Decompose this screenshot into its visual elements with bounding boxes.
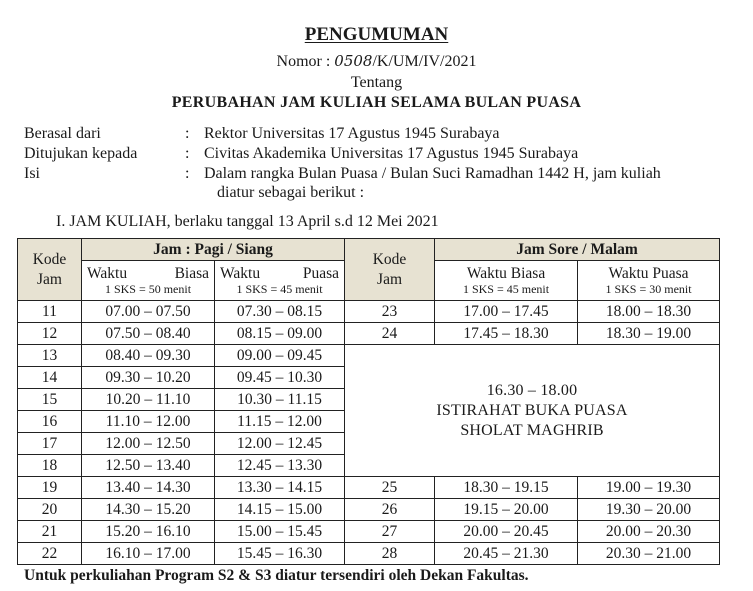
cell-biasa: 10.20 – 11.10 <box>82 389 215 411</box>
cell-puasa-sore: 19.30 – 20.00 <box>578 499 720 521</box>
break-notice <box>345 345 720 477</box>
header-kode-jam: Kode Jam <box>18 239 82 301</box>
cell-biasa: 11.10 – 12.00 <box>82 411 215 433</box>
cell-puasa-sore: 20.00 – 20.30 <box>578 521 720 543</box>
table-row <box>18 345 720 367</box>
cell-biasa: 07.00 – 07.50 <box>82 301 215 323</box>
meta-value-berasal: Rektor Universitas 17 Agustus 1945 Surabaya <box>204 125 500 142</box>
cell-biasa-sore: 20.45 – 21.30 <box>435 543 578 565</box>
cell-kode: 22 <box>18 543 82 565</box>
meta-colon-ditujukan: : <box>185 145 190 162</box>
cell-biasa-sore: 20.00 – 20.45 <box>435 521 578 543</box>
subheader-sore-puasa: Waktu Puasa 1 SKS = 30 menit <box>578 261 720 301</box>
subheader-pagi-puasa: Waktu Puasa 1 SKS = 45 menit <box>215 261 345 301</box>
document-subject: PERUBAHAN JAM KULIAH SELAMA BULAN PUASA <box>171 94 582 111</box>
meta-label-ditujukan: Ditujukan kepada <box>24 145 138 162</box>
cell-kode: 19 <box>18 477 82 499</box>
nomor-prefix: Nomor : <box>276 53 331 70</box>
section-heading: I. JAM KULIAH, berlaku tanggal 13 April s.d 12 Mei 2021 <box>56 213 439 230</box>
meta-label-isi: Isi <box>24 165 40 182</box>
cell-puasa-sore: 18.00 – 18.30 <box>578 301 720 323</box>
cell-puasa: 08.15 – 09.00 <box>215 323 345 345</box>
meta-colon-berasal: : <box>185 125 190 142</box>
cell-kode: 13 <box>18 345 82 367</box>
header-kode-jam-sore: Kode Jam <box>345 239 435 301</box>
cell-kode: 17 <box>18 433 82 455</box>
table-row <box>18 521 720 543</box>
header-pagi-siang: Jam : Pagi / Siang <box>82 239 345 261</box>
break-time: 16.30 – 18.00 <box>486 381 578 399</box>
nomor-handwritten: 0508 <box>334 52 373 70</box>
cell-kode-sore: 25 <box>345 477 435 499</box>
meta-label-berasal: Berasal dari <box>24 125 101 142</box>
table-row <box>18 477 720 499</box>
table-row <box>18 301 720 323</box>
cell-biasa: 09.30 – 10.20 <box>82 367 215 389</box>
cell-puasa: 12.45 – 13.30 <box>215 455 345 477</box>
break-line1: ISTIRAHAT BUKA PUASA <box>436 401 628 419</box>
cell-kode: 16 <box>18 411 82 433</box>
table-row <box>18 499 720 521</box>
cell-biasa: 12.50 – 13.40 <box>82 455 215 477</box>
cell-kode: 18 <box>18 455 82 477</box>
cell-biasa: 15.20 – 16.10 <box>82 521 215 543</box>
nomor-suffix: /K/UM/IV/2021 <box>372 53 477 70</box>
cell-biasa: 14.30 – 15.20 <box>82 499 215 521</box>
meta-value-isi-line2: diatur sebagai berikut : <box>217 184 365 201</box>
cell-puasa: 15.45 – 16.30 <box>215 543 345 565</box>
meta-value-ditujukan: Civitas Akademika Universitas 17 Agustus 1945 Surabaya <box>204 145 579 162</box>
cell-puasa: 14.15 – 15.00 <box>215 499 345 521</box>
cell-kode-sore: 28 <box>345 543 435 565</box>
tentang-label: Tentang <box>350 74 403 91</box>
table-row <box>18 323 720 345</box>
schedule-table <box>17 238 720 565</box>
cell-puasa: 11.15 – 12.00 <box>215 411 345 433</box>
cell-kode-sore: 27 <box>345 521 435 543</box>
document-number <box>0 52 753 71</box>
break-line2: SHOLAT MAGHRIB <box>460 421 604 439</box>
cell-biasa: 08.40 – 09.30 <box>82 345 215 367</box>
cell-kode-sore: 23 <box>345 301 435 323</box>
cell-kode: 14 <box>18 367 82 389</box>
cell-kode: 21 <box>18 521 82 543</box>
cell-puasa-sore: 19.00 – 19.30 <box>578 477 720 499</box>
cell-puasa: 15.00 – 15.45 <box>215 521 345 543</box>
cell-kode: 11 <box>18 301 82 323</box>
cell-biasa: 12.00 – 12.50 <box>82 433 215 455</box>
meta-value-isi: Dalam rangka Bulan Puasa / Bulan Suci Ramadhan 1442 H, jam kuliah <box>204 165 661 182</box>
cell-kode: 15 <box>18 389 82 411</box>
cell-kode-sore: 26 <box>345 499 435 521</box>
meta-colon-isi: : <box>185 165 190 182</box>
cell-biasa: 16.10 – 17.00 <box>82 543 215 565</box>
subheader-pagi-biasa: Waktu Biasa 1 SKS = 50 menit <box>82 261 215 301</box>
cell-puasa-sore: 20.30 – 21.00 <box>578 543 720 565</box>
subheader-sore-biasa: Waktu Biasa 1 SKS = 45 menit <box>435 261 578 301</box>
header-sore-malam: Jam Sore / Malam <box>435 239 720 261</box>
footer-note: Untuk perkuliahan Program S2 & S3 diatur tersendiri oleh Dekan Fakultas. <box>24 567 529 584</box>
cell-biasa: 13.40 – 14.30 <box>82 477 215 499</box>
cell-biasa-sore: 17.45 – 18.30 <box>435 323 578 345</box>
cell-biasa: 07.50 – 08.40 <box>82 323 215 345</box>
cell-kode: 20 <box>18 499 82 521</box>
cell-kode: 12 <box>18 323 82 345</box>
cell-kode-sore: 24 <box>345 323 435 345</box>
cell-puasa: 12.00 – 12.45 <box>215 433 345 455</box>
cell-biasa-sore: 17.00 – 17.45 <box>435 301 578 323</box>
cell-puasa: 09.00 – 09.45 <box>215 345 345 367</box>
cell-biasa-sore: 19.15 – 20.00 <box>435 499 578 521</box>
cell-puasa-sore: 18.30 – 19.00 <box>578 323 720 345</box>
document-title: PENGUMUMAN <box>304 24 449 45</box>
cell-puasa: 07.30 – 08.15 <box>215 301 345 323</box>
cell-puasa: 13.30 – 14.15 <box>215 477 345 499</box>
cell-puasa: 10.30 – 11.15 <box>215 389 345 411</box>
cell-biasa-sore: 18.30 – 19.15 <box>435 477 578 499</box>
cell-puasa: 09.45 – 10.30 <box>215 367 345 389</box>
table-row <box>18 543 720 565</box>
